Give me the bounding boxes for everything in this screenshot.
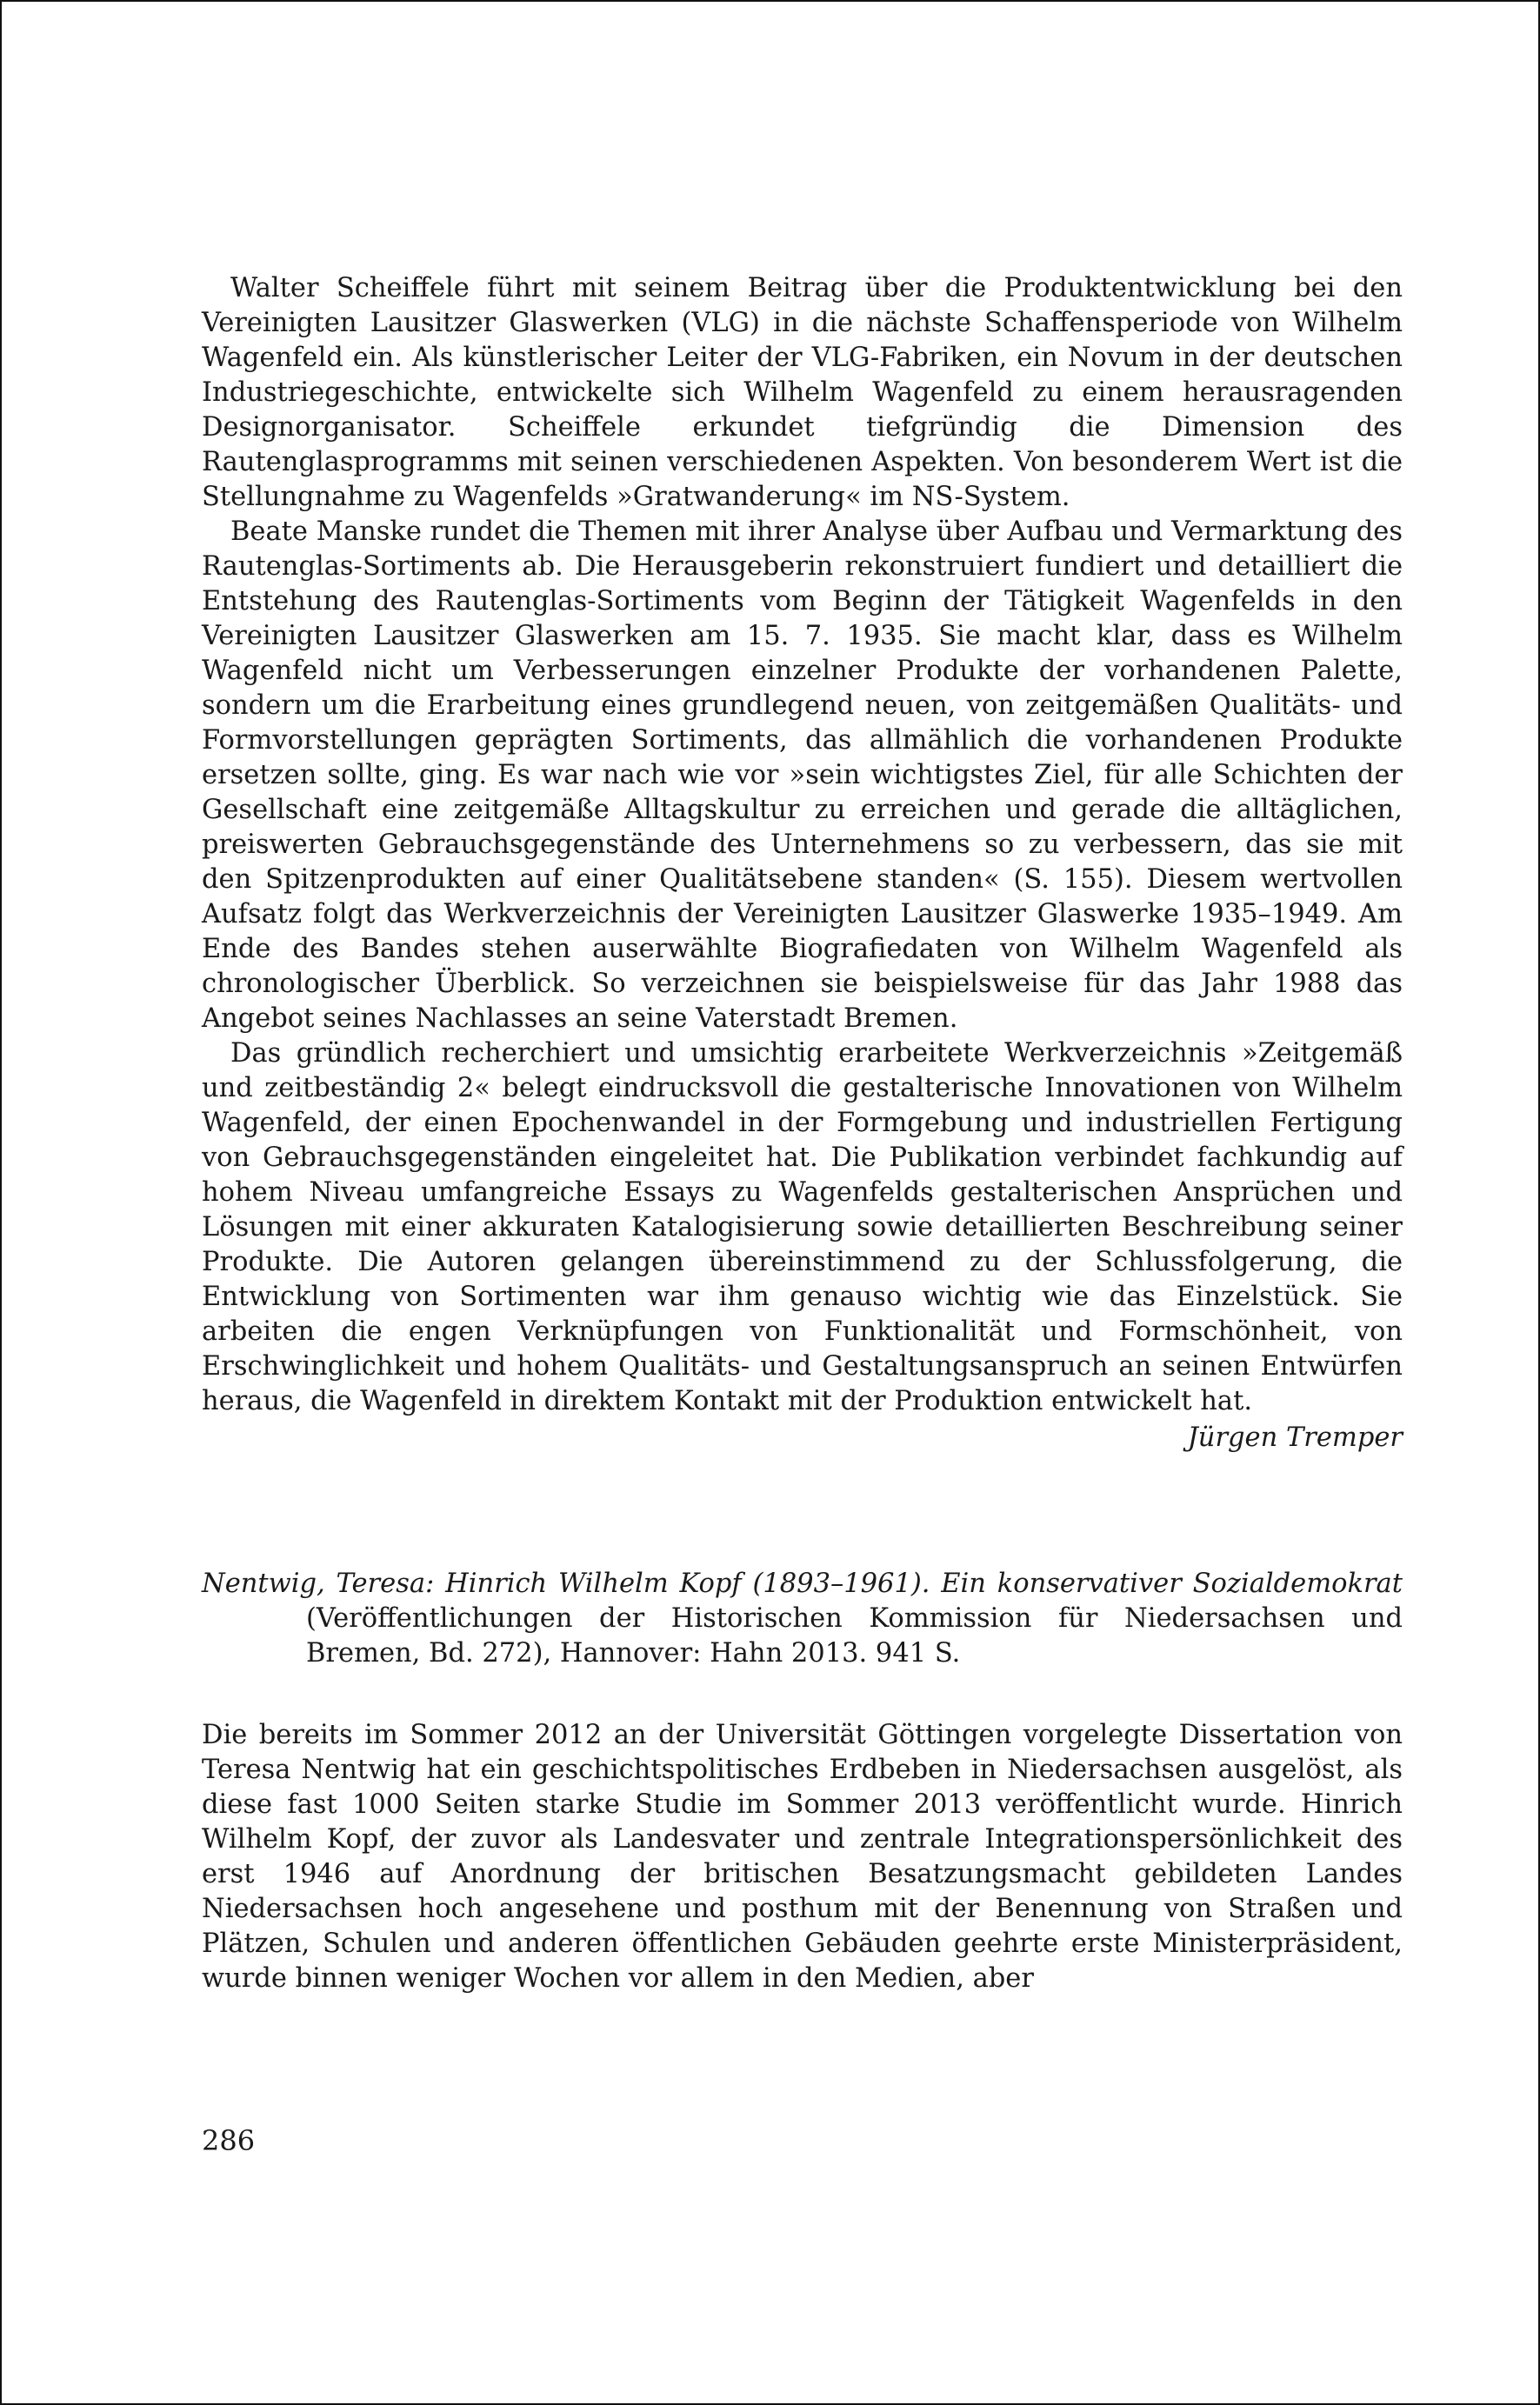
review-paragraph-3: Das gründlich recherchiert und umsichtig erarbeitete Werkverzeichnis »Zeitgemäß und zeitbeständig 2« belegt eindrucksvoll die gestalterische Innovationen von Wilhelm Wagenfeld, der einen Epochenwandel in der Formgebung und industriellen Fertigung von Gebrauchsgegenständen eingeleitet hat. Die Publikation verbindet fachkundig auf hohem Niveau umfangreiche Essays zu Wagenfelds gestalterischen Ansprüchen und Lösungen mit einer akkuraten Katalogisierung sowie detaillierten Beschreibung seiner Produkte. Die Autoren gelangen übereinstimmend zu der Schlussfolgerung, die Entwicklung von Sortimenten war ihm genauso wichtig wie das Einzelstück. Sie arbeiten die engen Verknüpfungen von Funktionalität und Formschönheit, von Erschwinglichkeit und hohem Qualitäts- und Gestaltungsanspruch an seinen Entwürfen heraus, die Wagenfeld in direktem Kontakt mit der Produktion entwickelt hat. [202, 1038, 1403, 1416]
page-body [202, 271, 1403, 1996]
reviewer-signature: Jürgen Tremper [1187, 1422, 1403, 1453]
page-number: 286 [202, 2124, 256, 2157]
bibliography-details: (Veröffentlichungen der Historischen Kommission für Niedersachsen und Bremen, Bd. 272), Hannover: Hahn 2013. 941 S. [306, 1603, 1403, 1669]
review-paragraph-1: Walter Scheiffele führt mit seinem Beitrag über die Produktentwicklung bei den Vereinigten Lausitzer Glaswerken (VLG) in die nächste Schaffensperiode von Wilhelm Wagenfeld ein. Als künstlerischer Leiter der VLG-Fabriken, ein Novum in der deutschen Industriegeschichte, entwickelte sich Wilhelm Wagenfeld zu einem herausragenden Designorganisator. Scheiffele erkundet tiefgründig die Dimension des Rautenglasprogramms mit seinen verschiedenen Aspekten. Von besonderem Wert ist die Stellungnahme zu Wagenfelds »Gratwanderung« im NS-System. [202, 273, 1403, 512]
review-paragraph-2: Beate Manske rundet die Themen mit ihrer Analyse über Aufbau und Vermarktung des Rautenglas-Sortiments ab. Die Herausgeberin rekonstruiert fundiert und detailliert die Entstehung des Rautenglas-Sortiments vom Beginn der Tätigkeit Wagenfelds in den Vereinigten Lausitzer Glaswerken am 15. 7. 1935. Sie macht klar, dass es Wilhelm Wagenfeld nicht um Verbesserungen einzelner Produkte der vorhandenen Palette, sondern um die Erarbeitung eines grundlegend neuen, von zeitgemäßen Qualitäts- und Formvorstellungen geprägten Sortiments, das allmählich die vorhandenen Produkte ersetzen sollte, ging. Es war nach wie vor »sein wichtigstes Ziel, für alle Schichten der Gesellschaft eine zeitgemäße Alltagskultur zu erreichen und gerade die alltäglichen, preiswerten Gebrauchsgegenstände des Unternehmens so zu verbessern, das sie mit den Spitzenprodukten auf einer Qualitätsebene standen« (S. 155). Diesem wertvollen Aufsatz folgt das Werkverzeichnis der Vereinigten Lausitzer Glaswerke 1935–1949. Am Ende des Bandes stehen auserwählte Biografiedaten von Wilhelm Wagenfeld als chronologischer Überblick. So verzeichnen sie beispielsweise für das Jahr 1988 das Angebot seines Nachlasses an seine Vaterstadt Bremen. [202, 516, 1403, 1034]
bibliography-entry [202, 1567, 1403, 1671]
bibliography-author-title: Nentwig, Teresa: Hinrich Wilhelm Kopf (1893–1961). Ein konservativer Sozialdemokrat [202, 1569, 1403, 1599]
review-paragraph-4: Die bereits im Sommer 2012 an der Universität Göttingen vorgelegte Dissertation von Teresa Nentwig hat ein geschichtspolitisches Erdbeben in Niedersachsen ausgelöst, als diese fast 1000 Seiten starke Studie im Sommer 2013 veröffentlicht wurde. Hinrich Wilhelm Kopf, der zuvor als Landesvater und zentrale Integrationspersönlichkeit des erst 1946 auf Anordnung der britischen Besatzungsmacht gebildeten Landes Niedersachsen hoch angesehene und posthum mit der Benennung von Straßen und Plätzen, Schulen und anderen öffentlichen Gebäuden geehrte erste Ministerpräsident, wurde binnen weniger Wochen vor allem in den Medien, aber [202, 1720, 1403, 1994]
